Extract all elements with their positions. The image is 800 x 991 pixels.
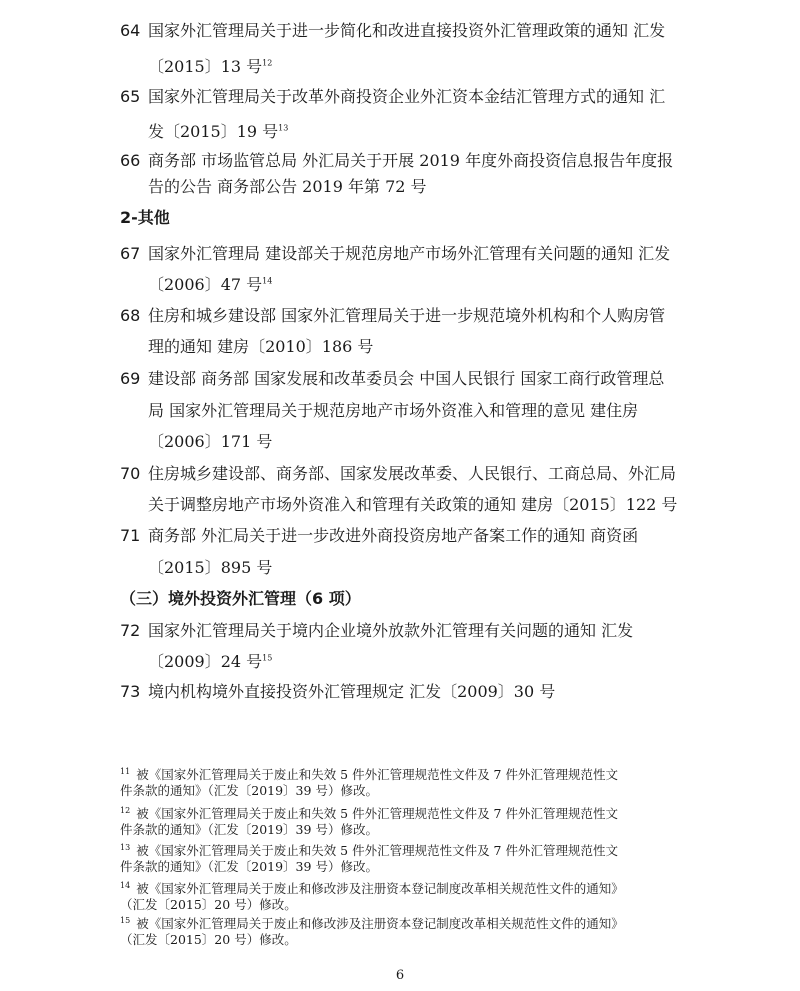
item-number: 69 [120, 369, 141, 388]
item-number: 64 [120, 21, 141, 40]
footnote-ref[interactable]: 13 [278, 123, 289, 133]
footnote-ref[interactable]: 14 [262, 276, 273, 286]
footnote-text: （汇发〔2015〕20 号）修改。 [120, 897, 297, 912]
footnote-text: 被《国家外汇管理局关于废止和修改涉及注册资本登记制度改革相关规范性文件的通知》 [136, 916, 624, 931]
item-text: 境内机构境外直接投资外汇管理规定 汇发〔2009〕30 号 [148, 682, 556, 701]
item-text: 商务部 外汇局关于进一步改进外商投资房地产备案工作的通知 商资函 [148, 526, 639, 545]
item-text: 局 国家外汇管理局关于规范房地产市场外资准入和管理的意见 建住房 [148, 401, 639, 420]
item-text: 理的通知 建房〔2010〕186 号 [148, 337, 374, 356]
item-text: 〔2006〕47 号 [148, 275, 263, 294]
item-number: 72 [120, 621, 141, 640]
footnote-mark: 14 [120, 880, 131, 890]
footnote-text: 被《国家外汇管理局关于废止和失效 5 件外汇管理规范性文件及 7 件外汇管理规范性文 [136, 806, 618, 821]
item-text: 商务部 市场监管总局 外汇局关于开展 2019 年度外商投资信息报告年度报 [148, 151, 674, 170]
footnote-mark: 12 [120, 805, 131, 815]
item-text: 〔2009〕24 号 [148, 652, 263, 671]
item-number: 68 [120, 306, 141, 325]
section-heading: 2-其他 [120, 208, 170, 227]
item-text: 发〔2015〕19 号 [148, 122, 279, 141]
item-number: 70 [120, 464, 141, 483]
footnote [120, 806, 690, 838]
footnote-text: （汇发〔2015〕20 号）修改。 [120, 932, 297, 947]
footnote [120, 767, 690, 799]
item-text: 告的公告 商务部公告 2019 年第 72 号 [148, 177, 427, 196]
footnote-mark: 13 [120, 842, 131, 852]
footnote-ref[interactable]: 15 [262, 653, 273, 663]
item-number: 65 [120, 87, 141, 106]
footnote-text: 件条款的通知》（汇发〔2019〕39 号）修改。 [120, 783, 378, 798]
item-number: 67 [120, 244, 141, 263]
section-heading: （三）境外投资外汇管理（6 项） [120, 589, 361, 608]
footnote [120, 843, 690, 875]
item-text: 〔2015〕895 号 [148, 558, 273, 577]
item-text: 住房和城乡建设部 国家外汇管理局关于进一步规范境外机构和个人购房管 [148, 306, 666, 325]
footnote [120, 916, 690, 948]
item-text: 国家外汇管理局关于进一步简化和改进直接投资外汇管理政策的通知 汇发 [148, 21, 666, 40]
footnote-ref[interactable]: 12 [262, 58, 273, 68]
page-number: 6 [395, 968, 405, 983]
item-number: 73 [120, 682, 141, 701]
item-text: 关于调整房地产市场外资准入和管理有关政策的通知 建房〔2015〕122 号 [148, 495, 678, 514]
footnote-text: 件条款的通知》（汇发〔2019〕39 号）修改。 [120, 859, 378, 874]
item-text: 国家外汇管理局关于境内企业境外放款外汇管理有关问题的通知 汇发 [148, 621, 634, 640]
footnote [120, 881, 690, 913]
item-number: 66 [120, 151, 141, 170]
item-text: 〔2006〕171 号 [148, 432, 273, 451]
footnote-text: 件条款的通知》（汇发〔2019〕39 号）修改。 [120, 822, 378, 837]
item-text: 建设部 商务部 国家发展和改革委员会 中国人民银行 国家工商行政管理总 [148, 369, 665, 388]
item-number: 71 [120, 526, 141, 545]
footnote-text: 被《国家外汇管理局关于废止和修改涉及注册资本登记制度改革相关规范性文件的通知》 [136, 881, 624, 896]
footnote-mark: 15 [120, 915, 131, 925]
item-text: 国家外汇管理局 建设部关于规范房地产市场外汇管理有关问题的通知 汇发 [148, 244, 671, 263]
item-text: 住房城乡建设部、商务部、国家发展改革委、人民银行、工商总局、外汇局 [148, 464, 677, 483]
footnote-text: 被《国家外汇管理局关于废止和失效 5 件外汇管理规范性文件及 7 件外汇管理规范性文 [136, 767, 618, 782]
footnote-text: 被《国家外汇管理局关于废止和失效 5 件外汇管理规范性文件及 7 件外汇管理规范性文 [136, 843, 618, 858]
footnote-mark: 11 [120, 766, 131, 776]
item-text: 〔2015〕13 号 [148, 57, 263, 76]
item-text: 国家外汇管理局关于改革外商投资企业外汇资本金结汇管理方式的通知 汇 [148, 87, 666, 106]
